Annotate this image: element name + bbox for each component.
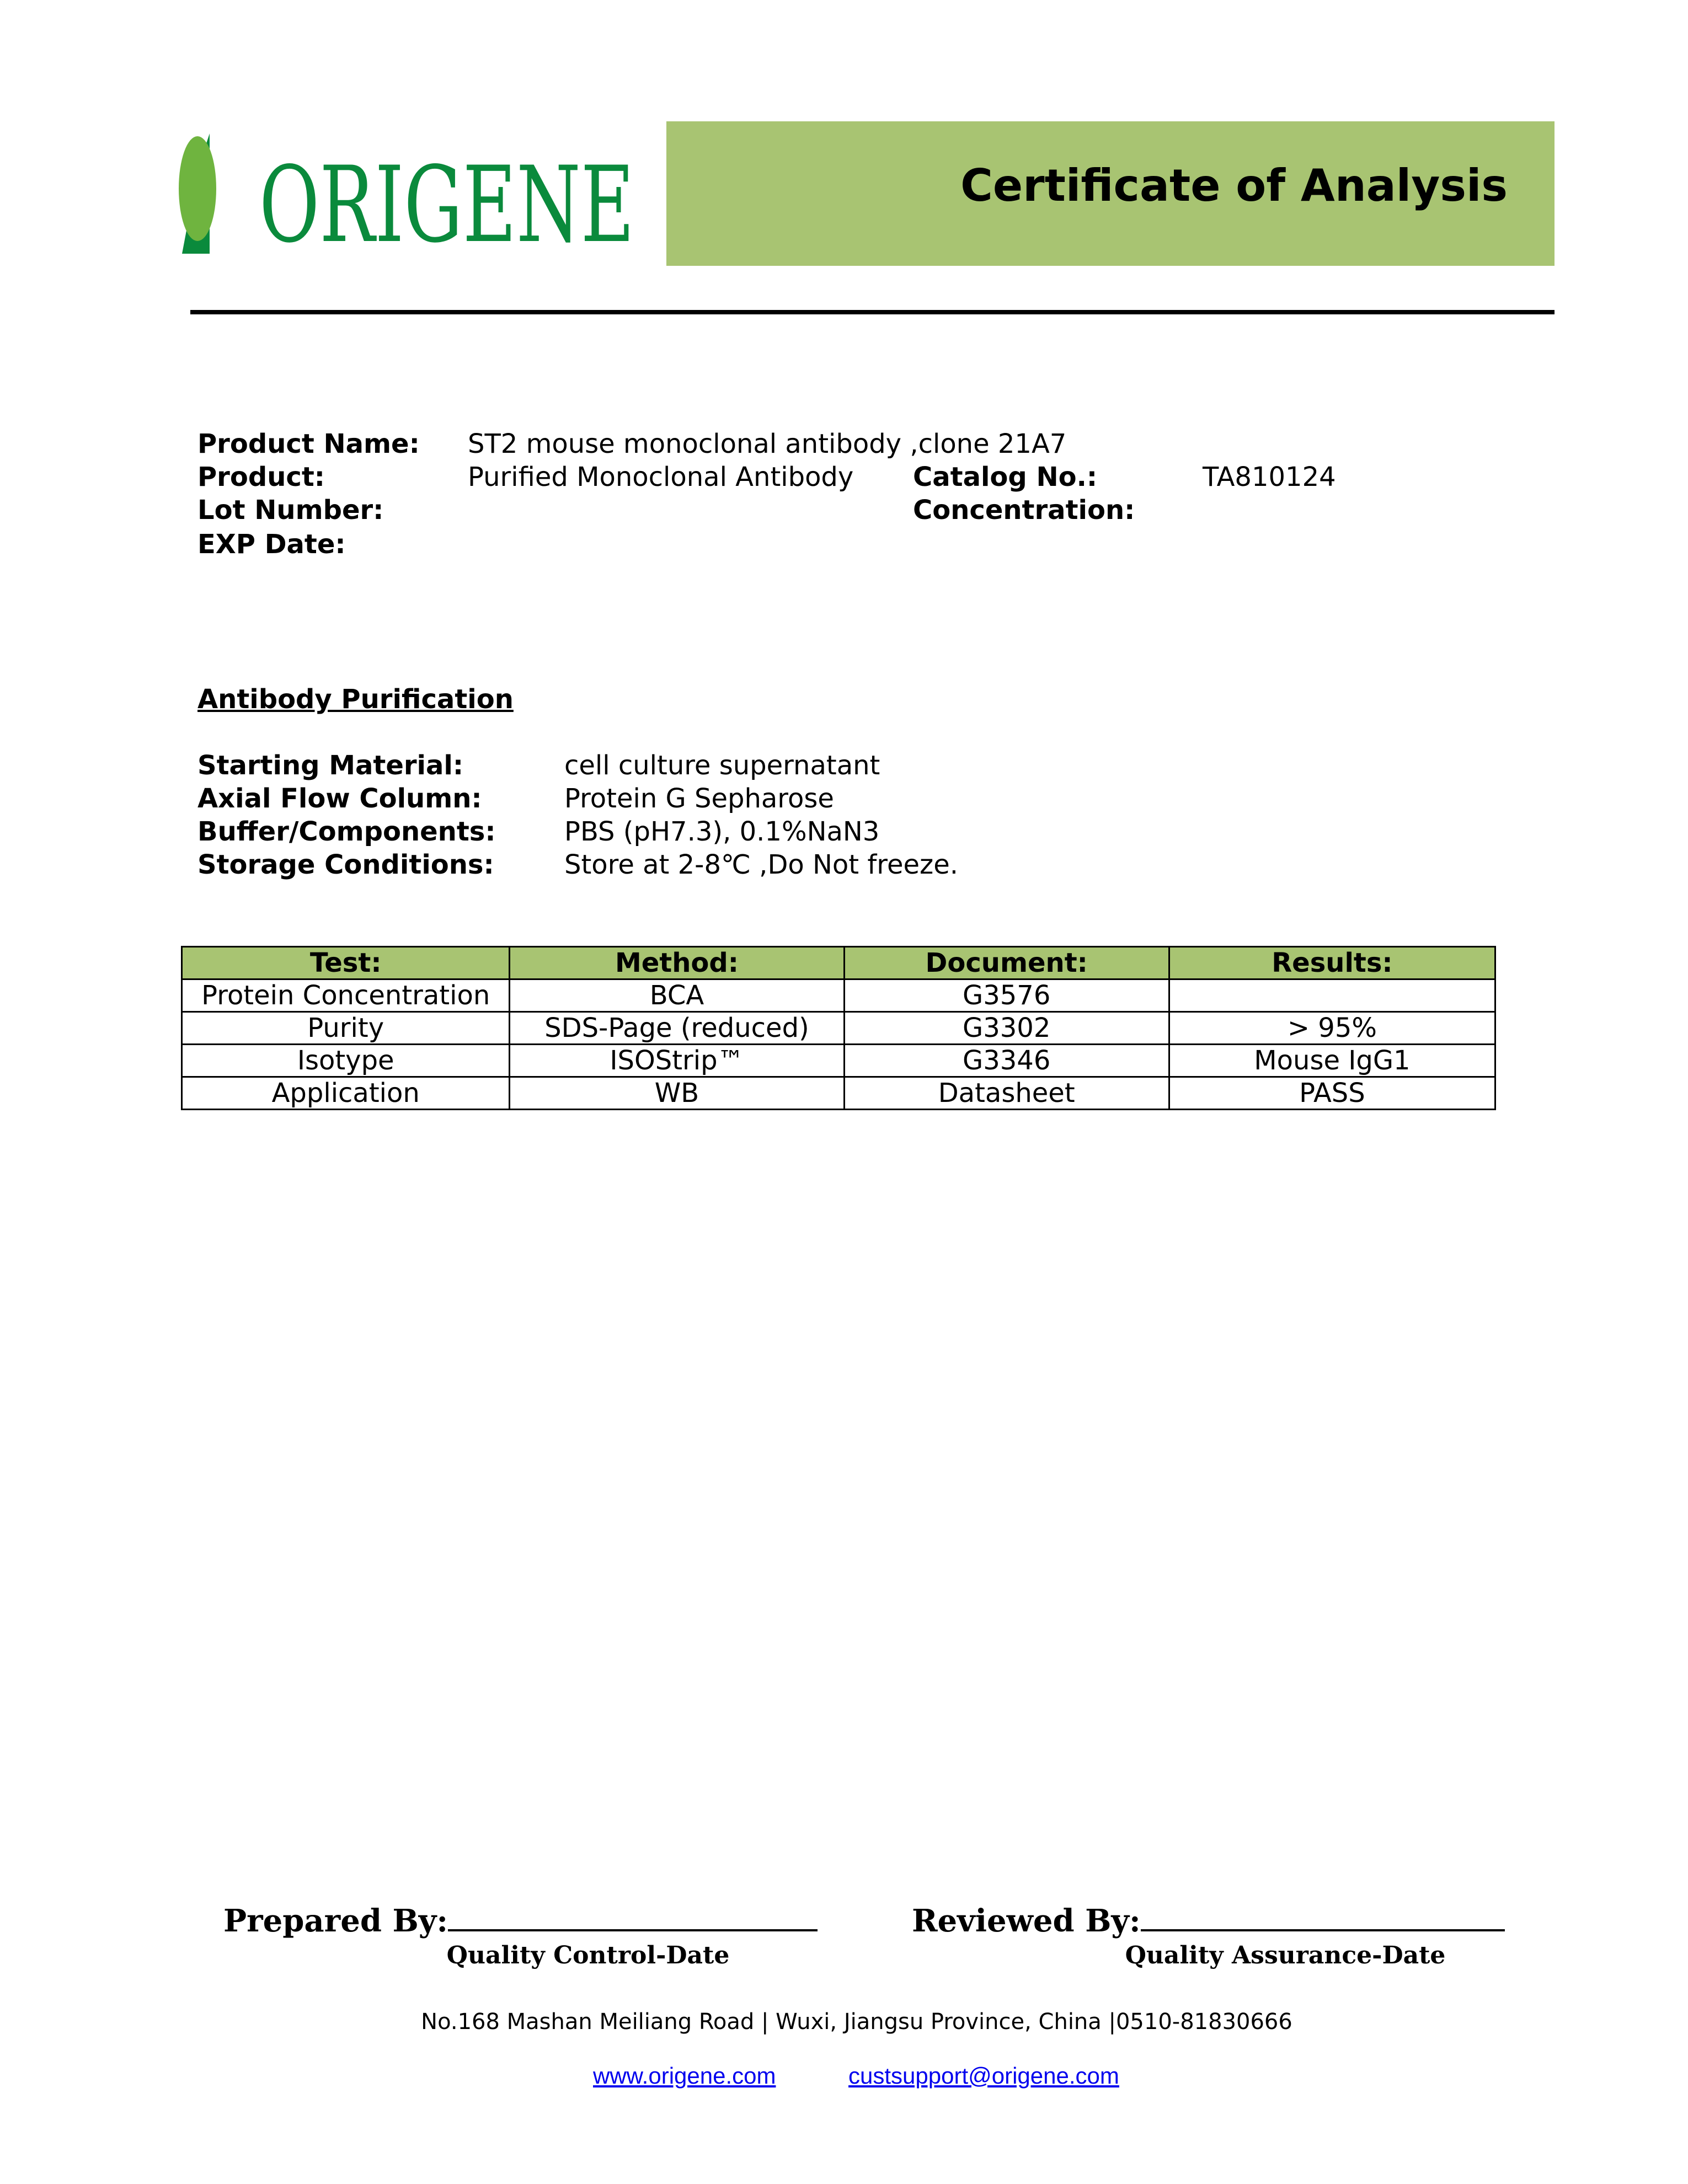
purification-heading: Antibody Purification: [197, 684, 514, 715]
prepared-by-subtitle: Quality Control-Date: [446, 1941, 730, 1969]
starting-material-label: Starting Material:: [197, 750, 464, 781]
prepared-by-signature-line: [448, 1902, 818, 1931]
website-link[interactable]: www.origene.com: [593, 2063, 776, 2089]
catalog-label: Catalog No.:: [913, 462, 1098, 493]
cell-method: SDS-Page (reduced): [510, 1012, 844, 1045]
header-divider: [190, 310, 1555, 314]
prepared-by-label: Prepared By:: [223, 1903, 448, 1939]
starting-material-value: cell culture supernatant: [564, 750, 880, 781]
product-label: Product:: [197, 462, 325, 493]
reviewed-by-signature-line: [1141, 1902, 1505, 1931]
concentration-label: Concentration:: [913, 495, 1135, 526]
test-results-table: [181, 946, 1496, 1110]
support-email-link[interactable]: custsupport@origene.com: [848, 2063, 1119, 2089]
cell-result: Mouse IgG1: [1169, 1045, 1495, 1077]
cell-result: PASS: [1169, 1077, 1495, 1110]
table-row: [182, 979, 1495, 1012]
storage-conditions-value: Store at 2-8℃ ,Do Not freeze.: [564, 849, 958, 880]
buffer-components-value: PBS (pH7.3), 0.1%NaN3: [564, 816, 880, 847]
reviewed-by: [912, 1902, 1505, 1939]
reviewed-by-label: Reviewed By:: [912, 1903, 1141, 1939]
cell-document: G3346: [844, 1045, 1169, 1077]
company-address: No.168 Mashan Meiliang Road | Wuxi, Jiangsu Province, China |0510-81830666: [421, 2009, 1292, 2035]
table-row: [182, 1012, 1495, 1045]
table-header-row: [182, 947, 1495, 979]
cell-document: Datasheet: [844, 1077, 1169, 1110]
catalog-value: TA810124: [1203, 462, 1336, 493]
cell-method: BCA: [510, 979, 844, 1012]
column-header-method: Method:: [510, 947, 844, 979]
origene-logo-mark-icon: [177, 133, 643, 266]
cell-test: Application: [182, 1077, 510, 1110]
lot-number-label: Lot Number:: [197, 495, 384, 526]
column-header-results: Results:: [1169, 947, 1495, 979]
svg-text:ORIGENE: ORIGENE: [259, 144, 634, 266]
reviewed-by-subtitle: Quality Assurance-Date: [1125, 1941, 1446, 1969]
storage-conditions-label: Storage Conditions:: [197, 849, 494, 880]
prepared-by: [223, 1902, 818, 1939]
cell-method: ISOStrip™: [510, 1045, 844, 1077]
cell-result: > 95%: [1169, 1012, 1495, 1045]
buffer-components-label: Buffer/Components:: [197, 816, 496, 847]
cell-result: [1169, 979, 1495, 1012]
cell-document: G3576: [844, 979, 1169, 1012]
product-name-value: ST2 mouse monoclonal antibody ,clone 21A7: [468, 429, 1067, 459]
exp-date-label: EXP Date:: [197, 529, 346, 560]
column-header-test: Test:: [182, 947, 510, 979]
cell-test: Isotype: [182, 1045, 510, 1077]
cell-method: WB: [510, 1077, 844, 1110]
document-title: Certificate of Analysis: [960, 160, 1508, 211]
cell-test: Protein Concentration: [182, 979, 510, 1012]
table-row: [182, 1077, 1495, 1110]
origene-logo: [177, 133, 643, 266]
axial-flow-column-value: Protein G Sepharose: [564, 783, 834, 814]
product-name-label: Product Name:: [197, 429, 420, 459]
cell-document: G3302: [844, 1012, 1169, 1045]
product-value: Purified Monoclonal Antibody: [468, 462, 854, 493]
axial-flow-column-label: Axial Flow Column:: [197, 783, 482, 814]
cell-test: Purity: [182, 1012, 510, 1045]
table-row: [182, 1045, 1495, 1077]
column-header-document: Document:: [844, 947, 1169, 979]
header-banner: [666, 121, 1555, 266]
